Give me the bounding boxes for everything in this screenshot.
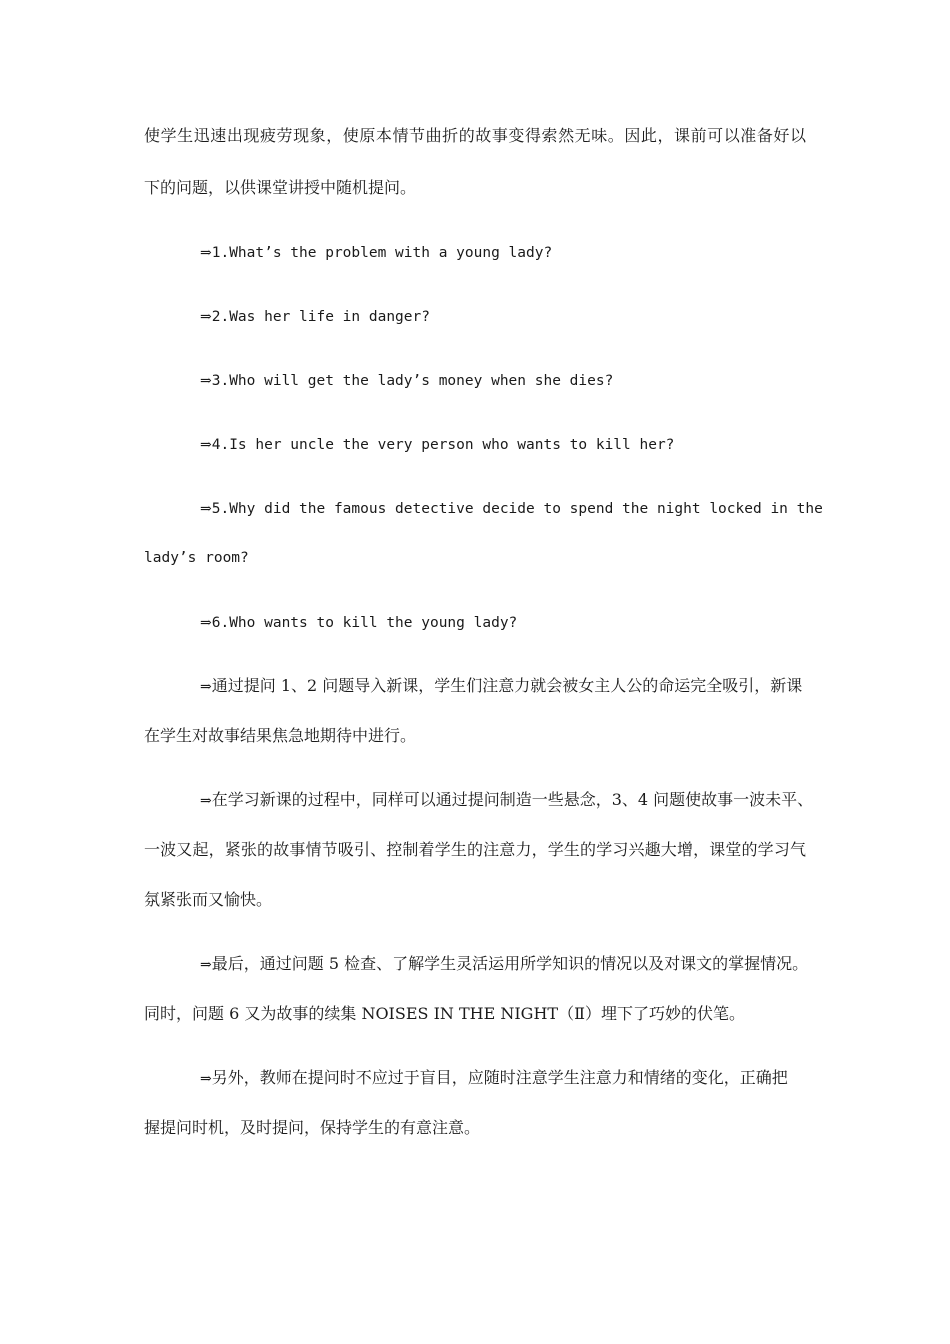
paragraph-line (200, 788, 813, 813)
paragraph-text: 另外，教师在提问时不应过于盲目，应随时注意学生注意力和情绪的变化，正确把 (211, 1068, 788, 1087)
arrow-mark-icon: ⇒ (200, 957, 212, 973)
arrow-mark-icon: ⇒ (200, 309, 212, 325)
question-item (200, 368, 613, 393)
paragraph-line: 握提问时机，及时提问，保持学生的有意注意。 (144, 1118, 481, 1137)
paragraph-line (200, 674, 802, 699)
arrow-mark-icon: ⇒ (200, 373, 212, 389)
arrow-mark-icon: ⇒ (200, 793, 212, 809)
question-text: 1.What’s the problem with a young lady? (211, 245, 553, 261)
paragraph-line: 在学生对故事结果焦急地期待中进行。 (144, 726, 417, 745)
paragraph-text: 在学习新课的过程中，同样可以通过提问制造一些悬念，3、4 问题使故事一波未平、 (211, 790, 814, 809)
paragraph-line: 氛紧张而又愉快。 (144, 890, 273, 909)
question-text: 5.Why did the famous detective decide to spend the night locked in the (211, 501, 823, 517)
question-continuation: lady’s room? (144, 550, 249, 566)
arrow-mark-icon: ⇒ (200, 679, 212, 695)
arrow-mark-icon: ⇒ (200, 501, 212, 517)
paragraph-line (200, 1066, 788, 1091)
arrow-mark-icon: ⇒ (200, 615, 212, 631)
question-item (200, 496, 823, 521)
question-text: 4.Is her uncle the very person who wants to kill her? (211, 437, 675, 453)
paragraph-text: 通过提问 1、2 问题导入新课，学生们注意力就会被女主人公的命运完全吸引，新课 (211, 676, 803, 695)
paragraph-line: 同时，问题 6 又为故事的续集 NOISES IN THE NIGHT（Ⅱ）埋下了巧妙的伏笔。 (144, 1004, 745, 1023)
paragraph-line (200, 952, 808, 977)
question-text: 2.Was her life in danger? (211, 309, 430, 325)
question-item (200, 304, 430, 329)
paragraph-text: 最后，通过问题 5 检查、了解学生灵活运用所学知识的情况以及对课文的掌握情况。 (211, 954, 809, 973)
paragraph-line: 下的问题，以供课堂讲授中随机提问。 (144, 178, 417, 197)
arrow-mark-icon: ⇒ (200, 1071, 212, 1087)
question-text: 3.Who will get the lady’s money when she dies? (211, 373, 614, 389)
paragraph-line: 一波又起，紧张的故事情节吸引、控制着学生的注意力，学生的学习兴趣大增，课堂的学习气 (144, 840, 806, 859)
arrow-mark-icon: ⇒ (200, 437, 212, 453)
arrow-mark-icon: ⇒ (200, 245, 212, 261)
question-item (200, 240, 552, 265)
question-item (200, 432, 674, 457)
question-item (200, 610, 517, 635)
paragraph-line: 使学生迅速出现疲劳现象，使原本情节曲折的故事变得索然无味。因此，课前可以准备好以 (144, 126, 806, 145)
question-text: 6.Who wants to kill the young lady? (211, 615, 518, 631)
